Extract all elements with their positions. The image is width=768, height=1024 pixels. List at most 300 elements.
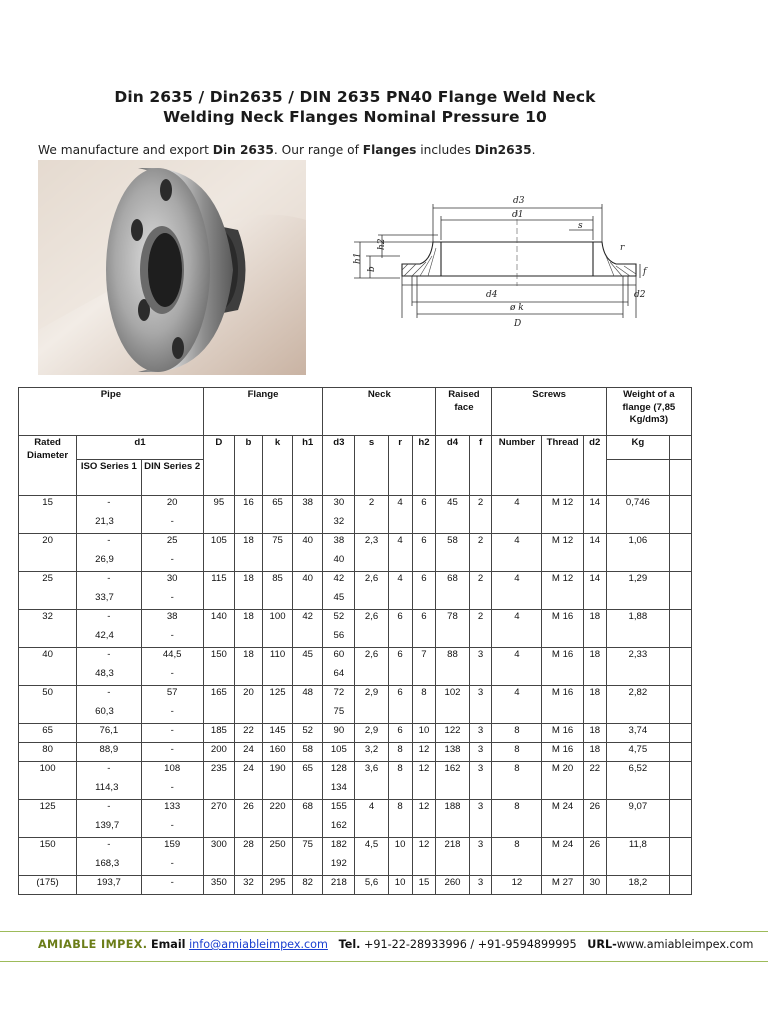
table-cell (606, 515, 669, 534)
table-cell: 6 (388, 686, 412, 705)
table-cell: 16 (234, 496, 262, 515)
table-cell: 44,5 (141, 648, 203, 667)
table-cell (234, 705, 262, 724)
table-cell (355, 705, 388, 724)
table-cell: 75 (323, 705, 355, 724)
table-cell: 18 (583, 686, 606, 705)
table-cell: 270 (203, 800, 234, 819)
header-screws: Screws (492, 388, 606, 436)
email-link[interactable]: info@amiableimpex.com (189, 938, 328, 951)
label-d1: d1 (512, 210, 524, 220)
table-body (19, 496, 692, 895)
table-cell: - (141, 724, 203, 743)
table-cell: 1,06 (606, 534, 669, 553)
table-cell: M 16 (542, 610, 584, 629)
table-cell (542, 857, 584, 876)
table-cell: 90 (323, 724, 355, 743)
table-cell: - (141, 743, 203, 762)
table-cell: 3,2 (355, 743, 388, 762)
table-cell (469, 857, 492, 876)
table-cell: 26 (234, 800, 262, 819)
table-cell-empty (670, 724, 692, 743)
table-cell (412, 819, 436, 838)
table-cell: 0,746 (606, 496, 669, 515)
table-cell: 108 (141, 762, 203, 781)
table-cell: M 16 (542, 724, 584, 743)
page-title: Din 2635 / Din2635 / DIN 2635 PN40 Flange Weld Neck (114, 88, 596, 106)
table-cell: - (141, 857, 203, 876)
table-cell: 60,3 (77, 705, 141, 724)
table-cell: - (141, 515, 203, 534)
table-cell (436, 857, 469, 876)
table-cell (412, 857, 436, 876)
header-s: s (355, 436, 388, 496)
table-cell (293, 629, 323, 648)
table-cell: 20 (19, 534, 77, 553)
header-thread: Thread (542, 436, 584, 496)
table-cell (234, 857, 262, 876)
table-cell: 60 (323, 648, 355, 667)
table-cell: 18 (234, 572, 262, 591)
table-cell: - (77, 838, 141, 857)
table-cell: 6 (412, 610, 436, 629)
table-cell: - (77, 648, 141, 667)
table-cell: 2,9 (355, 724, 388, 743)
table-cell (412, 705, 436, 724)
table-cell (355, 857, 388, 876)
table-cell: 25 (19, 572, 77, 591)
table-cell: 80 (19, 743, 77, 762)
table-cell (355, 629, 388, 648)
table-cell-empty (670, 648, 692, 667)
table-cell (583, 819, 606, 838)
table-cell: 8 (388, 800, 412, 819)
table-cell: 57 (141, 686, 203, 705)
table-cell: 4 (492, 496, 542, 515)
table-cell (469, 781, 492, 800)
table-cell (412, 515, 436, 534)
label-d2: d2 (634, 290, 646, 300)
table-cell: 78 (436, 610, 469, 629)
table-cell: 218 (323, 876, 355, 895)
table-cell (606, 819, 669, 838)
table-row (19, 857, 692, 876)
table-cell: - (77, 686, 141, 705)
table-cell: 3 (469, 762, 492, 781)
table-cell: 102 (436, 686, 469, 705)
table-cell (203, 515, 234, 534)
table-cell: 100 (262, 610, 292, 629)
table-cell: 115 (203, 572, 234, 591)
table-cell: 3,6 (355, 762, 388, 781)
table-cell: 12 (412, 838, 436, 857)
table-cell (355, 781, 388, 800)
email-label: Email (150, 938, 186, 951)
table-cell: 40 (293, 534, 323, 553)
header-empty-sub (670, 460, 692, 496)
table-cell: 38 (141, 610, 203, 629)
table-cell (469, 705, 492, 724)
table-cell: 300 (203, 838, 234, 857)
header-D: D (203, 436, 234, 496)
table-cell: 4 (492, 534, 542, 553)
table-cell: 2 (469, 610, 492, 629)
table-cell: 12 (412, 800, 436, 819)
table-row (19, 800, 692, 819)
table-cell: 2 (469, 534, 492, 553)
table-cell: - (77, 610, 141, 629)
table-cell: 3 (469, 648, 492, 667)
table-cell: 220 (262, 800, 292, 819)
table-cell (388, 705, 412, 724)
table-cell: 6,52 (606, 762, 669, 781)
table-cell: 76,1 (77, 724, 141, 743)
table-cell: - (77, 572, 141, 591)
table-cell: 18 (234, 648, 262, 667)
table-cell (436, 629, 469, 648)
table-cell: 8 (388, 762, 412, 781)
table-cell-empty (670, 496, 692, 515)
table-cell: 3 (469, 838, 492, 857)
table-cell: 48,3 (77, 667, 141, 686)
table-cell (234, 629, 262, 648)
table-cell (262, 857, 292, 876)
table-row (19, 610, 692, 629)
table-cell: 155 (323, 800, 355, 819)
label-s: s (578, 221, 583, 231)
table-cell: 8 (492, 743, 542, 762)
table-cell: 30 (323, 496, 355, 515)
table-cell: 10 (412, 724, 436, 743)
table-cell: 26 (583, 800, 606, 819)
table-cell-empty (670, 781, 692, 800)
table-cell (203, 705, 234, 724)
product-code: Din2635 (474, 143, 532, 157)
table-cell: 24 (234, 762, 262, 781)
table-cell (293, 553, 323, 572)
table-cell (234, 781, 262, 800)
table-cell: 6 (388, 610, 412, 629)
table-cell: - (141, 705, 203, 724)
table-cell-empty (670, 743, 692, 762)
header-h2: h2 (412, 436, 436, 496)
table-cell (606, 629, 669, 648)
table-cell (388, 515, 412, 534)
table-cell (492, 553, 542, 572)
table-cell: 2,9 (355, 686, 388, 705)
table-cell (606, 553, 669, 572)
table-cell (203, 819, 234, 838)
table-cell: 6 (412, 572, 436, 591)
table-cell (583, 857, 606, 876)
table-cell (492, 591, 542, 610)
table-cell: 6 (412, 496, 436, 515)
table-cell (606, 857, 669, 876)
table-cell: 4 (492, 572, 542, 591)
table-cell: 165 (203, 686, 234, 705)
table-cell (412, 781, 436, 800)
table-cell: 2,3 (355, 534, 388, 553)
table-cell (203, 553, 234, 572)
table-cell (583, 553, 606, 572)
label-r: r (620, 243, 625, 253)
header-d2: d2 (583, 436, 606, 496)
table-cell (293, 591, 323, 610)
table-cell: 88,9 (77, 743, 141, 762)
table-cell (388, 591, 412, 610)
table-cell: 125 (19, 800, 77, 819)
table-cell (293, 857, 323, 876)
table-cell: 6 (412, 534, 436, 553)
table-cell (203, 667, 234, 686)
table-cell: 12 (492, 876, 542, 895)
intro-text: We manufacture and export Din 2635. Our range of Flanges includes Din2635. (38, 143, 536, 157)
table-cell (355, 553, 388, 572)
table-row (19, 648, 692, 667)
table-cell (412, 667, 436, 686)
label-h1: h1 (353, 252, 363, 264)
table-cell: 64 (323, 667, 355, 686)
table-cell: 182 (323, 838, 355, 857)
table-cell: 4 (388, 572, 412, 591)
header-d3: d3 (323, 436, 355, 496)
table-cell: 50 (19, 686, 77, 705)
header-pipe: Pipe (19, 388, 204, 436)
table-cell: 40 (19, 648, 77, 667)
table-cell: 2,82 (606, 686, 669, 705)
table-cell: 2,6 (355, 610, 388, 629)
table-cell (492, 667, 542, 686)
table-cell: 105 (323, 743, 355, 762)
table-cell: 45 (323, 591, 355, 610)
table-cell (203, 857, 234, 876)
table-cell (583, 667, 606, 686)
table-cell: 4,75 (606, 743, 669, 762)
table-cell-empty (670, 819, 692, 838)
table-cell-empty (670, 572, 692, 591)
table-cell (606, 591, 669, 610)
table-row (19, 686, 692, 705)
table-cell: 30 (141, 572, 203, 591)
table-cell (492, 781, 542, 800)
table-cell: 8 (492, 800, 542, 819)
header-iso-series-1: ISO Series 1 (77, 460, 141, 496)
table-cell: 4 (388, 534, 412, 553)
table-cell (606, 705, 669, 724)
table-cell: 95 (203, 496, 234, 515)
table-cell: 38 (293, 496, 323, 515)
table-cell: - (141, 876, 203, 895)
table-cell-empty (670, 553, 692, 572)
table-cell: 58 (293, 743, 323, 762)
header-neck: Neck (323, 388, 436, 436)
table-row (19, 838, 692, 857)
table-cell (293, 515, 323, 534)
table-cell: 139,7 (77, 819, 141, 838)
table-cell: 128 (323, 762, 355, 781)
footer-rule-bottom (0, 961, 768, 962)
table-cell: 14 (583, 534, 606, 553)
table-cell: 12 (412, 743, 436, 762)
table-row (19, 515, 692, 534)
table-cell (262, 515, 292, 534)
table-cell (293, 819, 323, 838)
table-cell (542, 629, 584, 648)
table-cell: 30 (583, 876, 606, 895)
flange-photo (38, 160, 306, 375)
table-cell: 138 (436, 743, 469, 762)
table-cell (469, 553, 492, 572)
table-cell: 15 (412, 876, 436, 895)
table-cell: 52 (293, 724, 323, 743)
table-cell: M 16 (542, 686, 584, 705)
table-cell: 3,74 (606, 724, 669, 743)
table-cell (262, 781, 292, 800)
table-cell (19, 857, 77, 876)
table-cell (19, 553, 77, 572)
table-cell: 40 (293, 572, 323, 591)
table-cell: 18 (234, 534, 262, 553)
table-cell: 2,33 (606, 648, 669, 667)
tel-numbers: +91-22-28933996 / +91-9594899995 (364, 938, 577, 951)
header-flange: Flange (203, 388, 322, 436)
table-cell: 65 (19, 724, 77, 743)
table-cell (469, 515, 492, 534)
table-cell (412, 553, 436, 572)
table-cell: 350 (203, 876, 234, 895)
table-row (19, 496, 692, 515)
tel-label: Tel. (338, 938, 361, 951)
table-cell (388, 781, 412, 800)
table-cell (469, 591, 492, 610)
table-cell: 22 (234, 724, 262, 743)
table-cell: - (141, 819, 203, 838)
table-cell-empty (670, 629, 692, 648)
table-cell: 110 (262, 648, 292, 667)
table-cell-empty (670, 591, 692, 610)
table-cell (19, 819, 77, 838)
header-b: b (234, 436, 262, 496)
table-cell (19, 591, 77, 610)
table-cell: 32 (234, 876, 262, 895)
table-cell: 18 (583, 648, 606, 667)
table-cell: 21,3 (77, 515, 141, 534)
table-cell: 42 (323, 572, 355, 591)
table-cell (234, 553, 262, 572)
table-cell (469, 667, 492, 686)
table-cell: M 24 (542, 800, 584, 819)
table-cell (355, 515, 388, 534)
header-weight: Weight of a flange (7,85 Kg/dm3) (606, 388, 691, 436)
table-cell: 8 (492, 724, 542, 743)
table-cell (469, 819, 492, 838)
table-row (19, 629, 692, 648)
table-cell: 75 (262, 534, 292, 553)
table-cell: - (141, 553, 203, 572)
table-cell: 6 (388, 724, 412, 743)
table-cell: 1,29 (606, 572, 669, 591)
website-url[interactable]: www.amiableimpex.com (616, 938, 754, 951)
table-cell: 26,9 (77, 553, 141, 572)
table-cell: 159 (141, 838, 203, 857)
table-cell (542, 667, 584, 686)
table-cell: 188 (436, 800, 469, 819)
table-cell: 42,4 (77, 629, 141, 648)
table-cell (293, 781, 323, 800)
table-cell: 2 (469, 496, 492, 515)
table-cell: M 12 (542, 496, 584, 515)
table-row (19, 553, 692, 572)
header-number: Number (492, 436, 542, 496)
table-row (19, 743, 692, 762)
footer-rule-top (0, 931, 768, 932)
table-cell: 160 (262, 743, 292, 762)
table-row (19, 724, 692, 743)
table-cell: M 20 (542, 762, 584, 781)
table-cell (19, 705, 77, 724)
table-cell-empty (670, 800, 692, 819)
table-cell: 12 (412, 762, 436, 781)
table-cell: 168,3 (77, 857, 141, 876)
table-cell: 3 (469, 800, 492, 819)
table-cell (203, 629, 234, 648)
table-cell (542, 819, 584, 838)
table-cell: 2,6 (355, 648, 388, 667)
table-cell (262, 667, 292, 686)
table-cell: 150 (203, 648, 234, 667)
label-d4: d4 (486, 290, 498, 300)
page-subtitle: Welding Neck Flanges Nominal Pressure 10 (163, 108, 547, 126)
table-cell: 190 (262, 762, 292, 781)
header-d4: d4 (436, 436, 469, 496)
table-row (19, 781, 692, 800)
table-cell: 72 (323, 686, 355, 705)
table-cell: 3 (469, 724, 492, 743)
table-cell: 134 (323, 781, 355, 800)
table-cell (234, 819, 262, 838)
table-cell: 8 (412, 686, 436, 705)
table-cell (19, 781, 77, 800)
table-cell (234, 667, 262, 686)
table-cell: 56 (323, 629, 355, 648)
table-cell: 192 (323, 857, 355, 876)
table-cell (583, 629, 606, 648)
table-cell (492, 705, 542, 724)
table-cell: 193,7 (77, 876, 141, 895)
table-cell-empty (670, 667, 692, 686)
table-cell (388, 553, 412, 572)
table-cell: 22 (583, 762, 606, 781)
table-cell: 48 (293, 686, 323, 705)
table-cell: M 16 (542, 743, 584, 762)
table-row (19, 705, 692, 724)
table-cell: M 12 (542, 534, 584, 553)
table-cell (492, 515, 542, 534)
table-cell: M 12 (542, 572, 584, 591)
table-cell (436, 781, 469, 800)
table-cell: 2 (469, 572, 492, 591)
table-row (19, 534, 692, 553)
table-cell (19, 667, 77, 686)
table-cell: 4,5 (355, 838, 388, 857)
table-cell (436, 515, 469, 534)
header-k: k (262, 436, 292, 496)
company-name: AMIABLE IMPEX. (38, 938, 148, 951)
table-cell: 18 (234, 610, 262, 629)
table-cell: 18 (583, 743, 606, 762)
table-row (19, 572, 692, 591)
table-cell: - (141, 591, 203, 610)
